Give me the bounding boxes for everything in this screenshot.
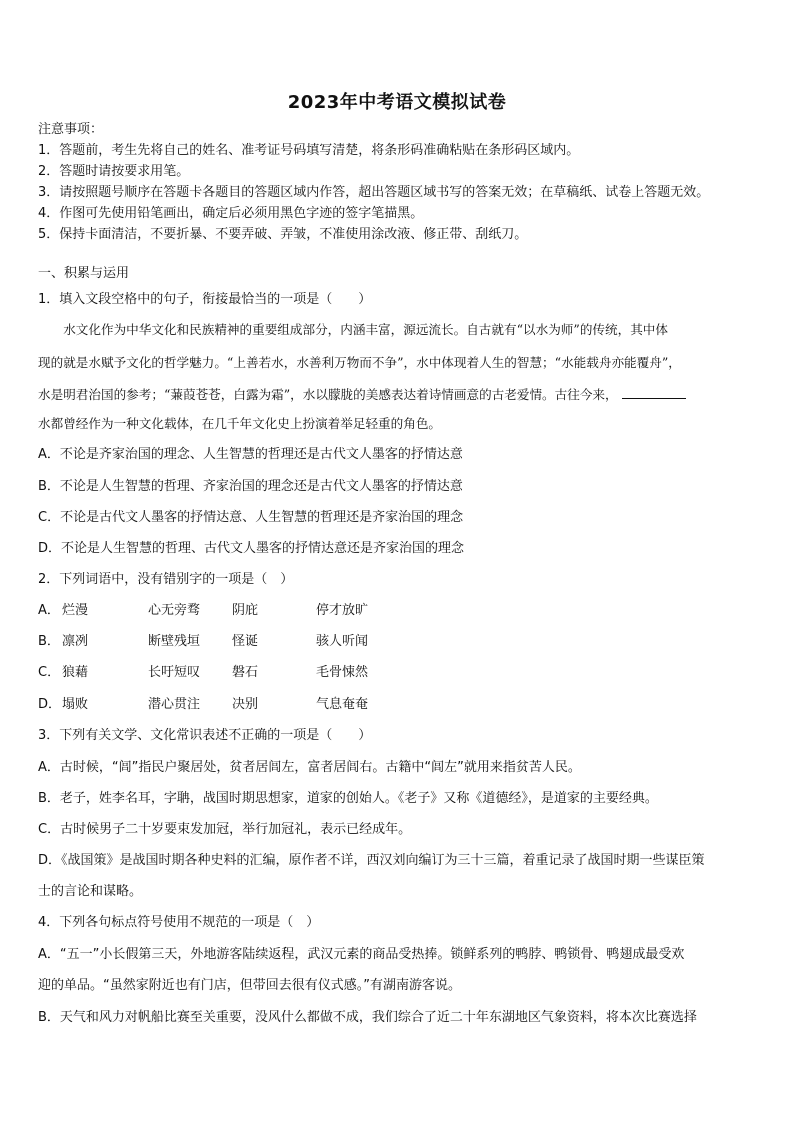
option-c: C．古时候男子二十岁要束发加冠，举行加冠礼，表示已经成年。 [38, 822, 412, 837]
option-b: B．老子，姓李名耳，字聃，战国时期思想家，道家的创始人。《老子》又称《道德经》，是道家的主要经典。 [38, 791, 658, 806]
page-title: 2023年中考语文模拟试卷 [287, 92, 507, 113]
word: 停才放旷 [316, 603, 369, 618]
word: 潜心贯注 [148, 697, 201, 712]
word: 长吁短叹 [148, 665, 201, 680]
question-4-stem: 4．下列各句标点符号使用不规范的一项是（ ） [38, 915, 320, 930]
word: 断壁残垣 [148, 634, 201, 649]
option-letter: A． [38, 603, 60, 618]
note-item: 5．保持卡面清洁，不要折暴、不要弄破、弄皱，不准使用涂改液、修正带、刮纸刀。 [38, 227, 528, 242]
passage-line: 现的就是水赋予文化的哲学魅力。“上善若水，水善利万物而不争”，水中体现着人生的智慧；“水能载舟亦能覆舟”， [38, 355, 681, 370]
option-row-d [38, 697, 368, 713]
note-item: 3．请按照题号顺序在答题卡各题目的答题区域内作答，超出答题区域书写的答案无效；在草稿纸、试卷上答题无效。 [38, 185, 710, 200]
word: 气息奄奄 [316, 697, 369, 712]
word: 塌败 [62, 697, 89, 712]
question-1-stem: 1．填入文段空格中的句子，衔接最恰当的一项是（ ） [38, 292, 372, 307]
section-heading: 一、积累与运用 [38, 266, 130, 281]
question-2-stem: 2．下列词语中，没有错别字的一项是（ ） [38, 572, 294, 587]
option-letter: B． [38, 634, 60, 649]
word: 决别 [232, 697, 259, 712]
option-a: A．“五一”小长假第三天，外地游客陆续返程，武汉元素的商品受热捧。锁鲜系列的鸭脖、鸭锁骨、鸭翅成最受欢 [38, 947, 685, 962]
option-row-a [38, 603, 368, 619]
option-d-continued: 士的言论和谋略。 [38, 884, 143, 899]
option-row-c [38, 665, 368, 681]
note-item: 1．答题前，考生先将自己的姓名、准考证号码填写清楚，将条形码准确粘贴在条形码区域内。 [38, 143, 580, 158]
option-a: A．不论是齐家治国的理念、人生智慧的哲理还是古代文人墨客的抒情达意 [38, 447, 463, 462]
note-item: 2．答题时请按要求用笔。 [38, 164, 190, 179]
option-letter: D． [38, 697, 62, 712]
word: 狼藉 [62, 665, 89, 680]
notes-heading: 注意事项： [38, 122, 104, 137]
word: 怪诞 [232, 634, 259, 649]
note-item: 4．作图可先使用铅笔画出，确定后必须用黑色字迹的签字笔描黑。 [38, 206, 424, 221]
option-a-continued: 迎的单品。“虽然家附近也有门店，但带回去很有仪式感。”有湖南游客说。 [38, 978, 461, 993]
option-a: A．古时候，“闾”指民户聚居处，贫者居闾左，富者居闾右。古籍中“闾左”就用来指贫苦人民。 [38, 760, 581, 775]
option-c: C．不论是古代文人墨客的抒情达意、人生智慧的哲理还是齐家治国的理念 [38, 510, 464, 525]
word: 凛冽 [62, 634, 89, 649]
passage-text: 水是明君治国的参考；“蒹葭苍苍，白露为霜”，水以朦胧的美感表达着诗情画意的古老爱情。古往今来， [38, 387, 618, 402]
option-b: B．天气和风力对帆船比赛至关重要，没风什么都做不成，我们综合了近二十年东湖地区气象资料，将本次比赛选择 [38, 1010, 697, 1025]
option-d: D．不论是人生智慧的哲理、古代文人墨客的抒情达意还是齐家治国的理念 [38, 541, 465, 556]
word: 骇人听闻 [316, 634, 369, 649]
question-3-stem: 3．下列有关文学、文化常识表述不正确的一项是（ ） [38, 728, 372, 743]
passage-line: 水都曾经作为一种文化载体，在几千年文化史上扮演着举足轻重的角色。 [38, 416, 441, 431]
option-row-b [38, 634, 368, 650]
fill-blank [622, 386, 686, 399]
word: 烂漫 [62, 603, 89, 618]
passage-line: 水文化作为中华文化和民族精神的重要组成部分，内涵丰富，源远流长。自古就有“以水为师”的传统，其中体 [38, 322, 668, 337]
option-d: D．《战国策》是战国时期各种史料的汇编，原作者不详，西汉刘向编订为三十三篇，着重记录了战国时期一些谋臣策 [38, 853, 705, 868]
option-b: B．不论是人生智慧的哲理、齐家治国的理念还是古代文人墨客的抒情达意 [38, 479, 463, 494]
passage-line [38, 386, 686, 403]
word: 心无旁骛 [148, 603, 201, 618]
word: 磐石 [232, 665, 259, 680]
word: 毛骨悚然 [316, 665, 369, 680]
word: 阴庇 [232, 603, 259, 618]
option-letter: C． [38, 665, 61, 680]
